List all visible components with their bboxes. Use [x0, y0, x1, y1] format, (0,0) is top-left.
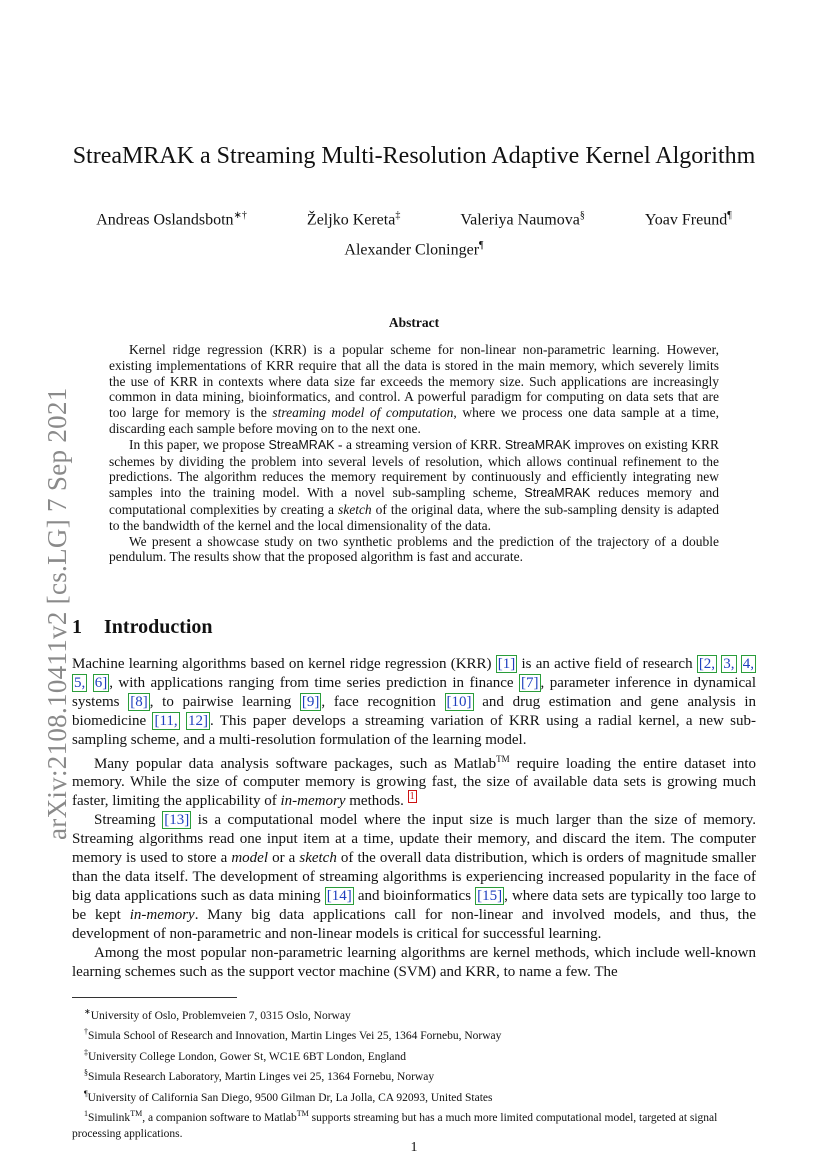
footnote-mark: ¶	[84, 1088, 88, 1098]
author	[344, 240, 483, 270]
abstract-heading: Abstract	[388, 315, 440, 330]
algorithm-name: StreaMRAK	[504, 437, 571, 452]
author-block	[72, 210, 756, 270]
author	[460, 210, 585, 240]
paper-title: StreaMRAK a Streaming Multi-Resolution Adaptive Kernel Algorithm	[72, 143, 756, 169]
footnote: ¶University of California San Diego, 9500 Gilman Dr, La Jolla, CA 92093, United States	[84, 1088, 493, 1104]
trademark-mark: TM	[296, 1109, 309, 1119]
introduction-body	[72, 655, 756, 981]
footnote-mark: †	[84, 1027, 88, 1037]
body-paragraph: Machine learning algorithms based on kernel ridge regression (KRR) [1] is an active field of research [2, 3, 4, 5, 6] , with applications ranging from time series prediction in finance [7] , parameter inference in dynamical systems [8] , to pairwise learning [9] , face recognition [10] and drug estimation and gene analysis in biomedicine [11, 12] . This paper develops a streaming variation of KRR using a radial kernel, a new sub-sampling scheme, and a multi-resolution formulation of the learning model.	[72, 656, 757, 748]
citation-link[interactable]: 12]	[188, 712, 209, 729]
citation-link[interactable]: [9]	[301, 693, 320, 710]
abstract-body	[109, 342, 719, 565]
citation-link[interactable]: [2,	[698, 656, 716, 672]
footnote: ‡University College London, Gower St, WC1E 6BT London, England	[84, 1047, 407, 1063]
abstract-paragraph: In this paper, we propose StreaMRAK - a streaming version of KRR. StreaMRAK improves on existing KRR schemes by dividing the problem into several levels of resolution, which allows continual refinement to the predictions. The algorithm reduces the memory requirement by continuously and efficiently integrating new samples into the training model. With a novel sub-sampling scheme, StreaMRAK reduces memory and computational complexities by creating a sketch of the original data, where the sub-sampling density is adapted to the bandwidth of the kernel and the local dimensionality of the data.	[109, 436, 720, 533]
abstract-paragraph: Kernel ridge regression (KRR) is a popular scheme for non-linear non-parametric learning. However, existing implementations of KRR require that all the data is stored in the main memory, which severely limits the use of KRR in contexts where data size far exceeds the memory size. Such applications are increasingly common in data mining, bioinformatics, and control. A powerful paradigm for computing on data sets that are too large for memory is the streaming model of computation, where we process one data sample at a time, discarding each sample before moving on to the next one.	[109, 342, 720, 436]
body-paragraph: Among the most popular non-parametric learning algorithms are kernel methods, which include well-known learning schemes such as the support vector machine (SVM) and KRR, to name a few. The	[72, 944, 756, 980]
citation-link[interactable]: [8]	[130, 693, 148, 710]
author	[645, 210, 732, 240]
citation-link[interactable]: 6]	[94, 674, 108, 691]
citation-link[interactable]: [7]	[521, 674, 539, 691]
author-name: Andreas Oslandsbotn	[96, 211, 234, 229]
citation-link[interactable]: 4,	[742, 656, 755, 672]
trademark-mark: TM	[130, 1109, 143, 1119]
author-affiliation-mark: ¶	[727, 210, 732, 221]
footnotes	[72, 1004, 756, 1142]
author-affiliation-mark: ∗†	[233, 210, 247, 221]
footnote: ∗University of Oslo, Problemveien 7, 0315 Oslo, Norway	[84, 1007, 351, 1022]
footnote-divider	[72, 997, 237, 998]
footnote-link[interactable]: 1	[409, 791, 415, 803]
author-affiliation-mark: ¶	[479, 240, 484, 251]
footnote-mark: ‡	[84, 1047, 88, 1057]
algorithm-name: StreaMRAK	[268, 437, 335, 452]
author	[307, 210, 400, 240]
citation-link[interactable]: [10]	[446, 693, 472, 710]
citation-link[interactable]: [1]	[497, 656, 516, 672]
footnote: †Simula School of Research and Innovation, Martin Linges Vei 25, 1364 Fornebu, Norway	[84, 1027, 502, 1043]
body-paragraph: Streaming [13] is a computational model where the input size is much larger than the size of memory. Streaming algorithms read one input item at a time, update their memory, and discard the item. The computer memory is used to store a model or a sketch of the overall data distribution, which is orders of magnitude smaller than the data itself. The development of streaming algorithms is experiencing increased popularity in the face of big data applications such as data mining [14] and bioinformatics [15] , where data sets are typically too large to be kept in-memory. Many big data applications call for non-linear and involved models, and thus, the development of non-parametric and non-linear models is critical for successful learning.	[72, 812, 757, 942]
footnote-mark: 1	[84, 1109, 88, 1119]
abstract-paragraph: We present a showcase study on two synthetic problems and the prediction of the trajectory of a double pendulum. The results show that the proposed algorithm is fast and accurate.	[109, 533, 719, 565]
footnote-mark: §	[84, 1068, 88, 1078]
citation-link[interactable]: [13]	[164, 812, 190, 829]
author-name: Alexander Cloninger	[344, 241, 480, 259]
section-title: Introduction	[104, 616, 213, 638]
citation-link[interactable]: [14]	[326, 887, 352, 904]
citation-link[interactable]: [15]	[477, 887, 503, 904]
section-number: 1	[72, 616, 82, 638]
author-row	[72, 240, 756, 270]
author	[96, 210, 247, 240]
citation-link[interactable]: [11,	[154, 712, 178, 729]
author-name: Yoav Freund	[644, 211, 728, 229]
page-number: 1	[410, 1140, 418, 1155]
author-name: Željko Kereta	[306, 211, 396, 229]
trademark-mark: TM	[496, 753, 510, 764]
citation-link[interactable]: 3,	[723, 656, 735, 672]
citation-link[interactable]: 5,	[74, 674, 86, 691]
footnote-mark: ∗	[84, 1007, 91, 1016]
author-row	[72, 210, 756, 240]
algorithm-name: StreaMRAK	[524, 486, 591, 501]
footnote: §Simula Research Laboratory, Martin Linges vei 25, 1364 Fornebu, Norway	[84, 1068, 435, 1084]
section-heading	[72, 616, 213, 639]
author-affiliation-mark: ‡	[395, 210, 401, 221]
author-name: Valeriya Naumova	[460, 211, 580, 229]
author-affiliation-mark: §	[579, 210, 585, 221]
footnote: $^1$Simulink™, a companion software to Matlab™ supports streaming but has a much more limited computational model, targeted at signal processing applications.	[72, 1109, 718, 1140]
arxiv-identifier: arXiv:2108.10411v2 [cs.LG] 7 Sep 2021	[42, 387, 72, 840]
body-paragraph: Many popular data analysis software packages, such as Matlab™ require loading the entire dataset into memory. While the size of computer memory is growing fast, the size of available data sets is growing much faster, limiting the applicability of in-memory methods. $^1$	[72, 753, 756, 810]
